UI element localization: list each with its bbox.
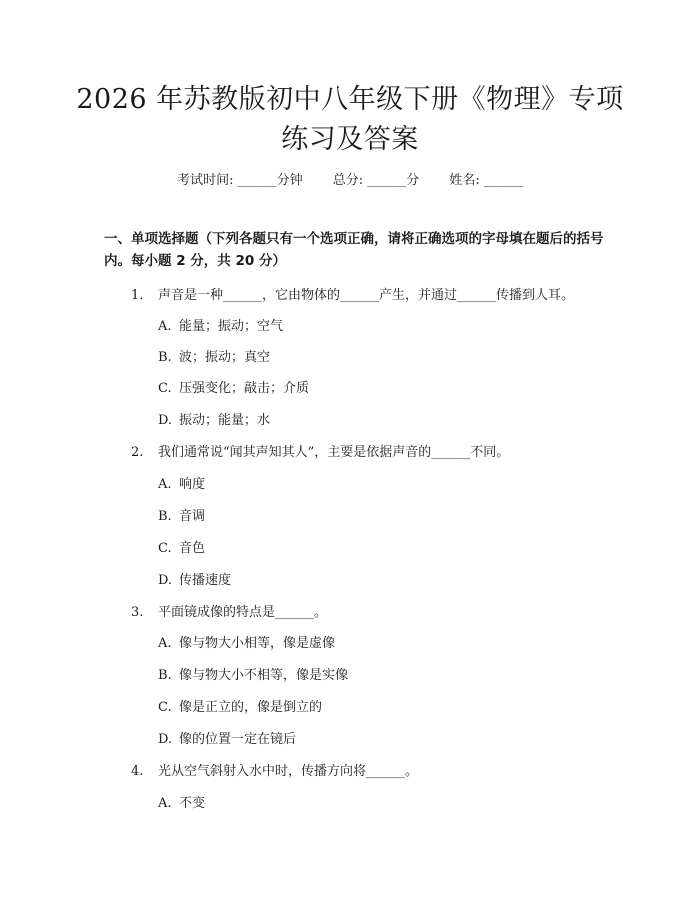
section-heading: 一、单项选择题（下列各题只有一个选项正确，请将正确选项的字母填在题后的括号内。每小题 2 分，共 20 分） [104,231,604,269]
question-3 [131,601,327,620]
question-text: 我们通常说“闻其声知其人”，主要是依据声音的______不同。 [158,445,510,460]
option-letter: C. [158,381,172,396]
option-letter: B. [158,509,172,524]
option-2b [158,505,205,524]
option-1b [158,346,270,365]
option-letter: A. [158,636,172,651]
option-1d [158,409,270,428]
option-4a [158,792,205,811]
option-text: 压强变化；敲击；介质 [179,381,310,396]
option-letter: D. [158,732,173,747]
option-text: 音调 [179,509,206,524]
option-text: 振动；能量；水 [179,413,271,428]
option-2d [158,569,231,588]
exam-total-score: 总分: ______分 [332,173,420,188]
title-line-2: 练习及答案 [281,124,419,155]
option-text: 波；振动；真空 [179,350,271,365]
option-letter: A. [158,477,172,492]
document-title [60,80,640,160]
option-text: 像与物大小相等，像是虚像 [179,636,336,651]
option-2a [158,473,205,492]
option-3a [158,632,335,651]
title-line-1: 2026 年苏教版初中八年级下册《物理》专项 [76,84,624,115]
option-text: 不变 [179,796,206,811]
question-2 [131,441,509,460]
option-letter: B. [158,668,172,683]
exam-time: 考试时间: ______分钟 [177,173,303,188]
option-letter: C. [158,541,172,556]
question-number: 4. [131,764,144,779]
option-letter: D. [158,413,173,428]
question-text: 光从空气斜射入水中时，传播方向将______。 [158,764,419,779]
option-3c [158,696,322,715]
question-text: 声音是一种______，它由物体的______产生，并通过______传播到人耳。 [158,288,575,303]
option-text: 传播速度 [179,573,232,588]
question-number: 3. [131,605,144,620]
option-letter: B. [158,350,172,365]
question-1 [131,284,574,303]
option-text: 响度 [179,477,206,492]
student-name: 姓名: ______ [449,173,523,188]
option-text: 像是正立的，像是倒立的 [179,700,323,715]
option-letter: C. [158,700,172,715]
option-letter: A. [158,796,172,811]
option-text: 能量；振动；空气 [179,319,284,334]
option-text: 像的位置一定在镜后 [179,732,297,747]
option-1a [158,315,283,334]
question-4 [131,760,418,779]
option-text: 像与物大小不相等，像是实像 [179,668,349,683]
question-number: 2. [131,445,144,460]
option-text: 音色 [179,541,206,556]
option-1c [158,377,309,396]
question-text: 平面镜成像的特点是______。 [158,605,328,620]
option-3b [158,664,348,683]
question-number: 1. [131,288,144,303]
option-2c [158,537,205,556]
option-letter: D. [158,573,173,588]
option-3d [158,728,296,747]
exam-meta [0,169,700,188]
option-letter: A. [158,319,172,334]
